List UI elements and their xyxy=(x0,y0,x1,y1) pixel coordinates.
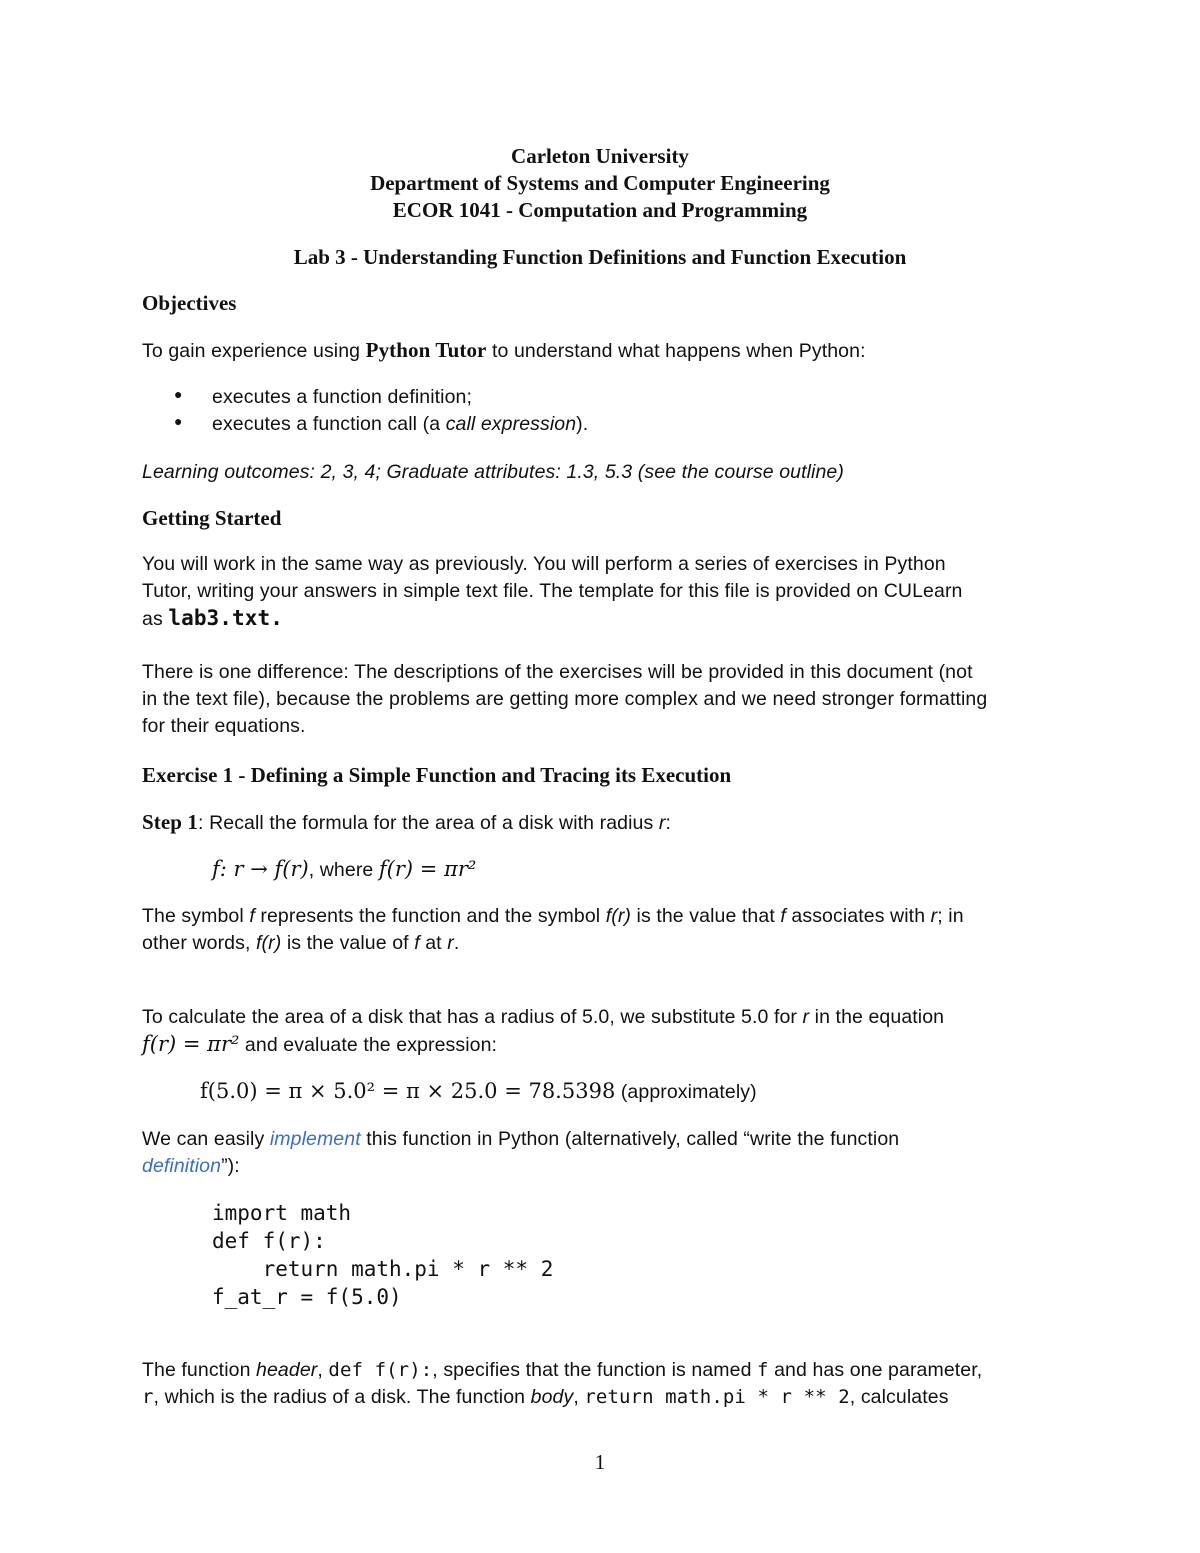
function-header-line-1: The function header, def f(r):, specifies that the function is named f and has one parameter, xyxy=(142,1359,983,1381)
implement-link[interactable]: implement xyxy=(269,1128,361,1150)
symbol-explanation-line-2: other words, f(r) is the value of f at r. xyxy=(142,932,460,954)
calculate-area-line-1: To calculate the area of a disk that has a radius of 5.0, we substitute 5.0 for r in the equation xyxy=(142,1006,945,1028)
exercise-1-heading: Exercise 1 - Defining a Simple Function and Tracing its Execution xyxy=(142,763,732,787)
definition-link[interactable]: definition xyxy=(142,1155,222,1177)
getting-started-line-1: You will work in the same way as previously. You will perform a series of exercises in Python xyxy=(142,553,946,575)
page-number: 1 xyxy=(594,1450,606,1474)
lab-title: Lab 3 - Understanding Function Definitions and Function Execution xyxy=(293,245,907,269)
function-header-line-2: r, which is the radius of a disk. The function body, return math.pi * r ** 2, calculates xyxy=(142,1386,949,1408)
lab3-filename: lab3.txt. xyxy=(168,606,284,630)
difference-line-1: There is one difference: The descriptions of the exercises will be provided in this document (not xyxy=(142,661,973,683)
calculate-area-line-2: f(r) = πr² and evaluate the expression: xyxy=(142,1032,498,1056)
objectives-heading: Objectives xyxy=(142,291,237,315)
bullet-dot-icon: ● xyxy=(174,415,183,430)
step-1-text: Step 1: Recall the formula for the area of a disk with radius r: xyxy=(142,810,671,834)
getting-started-line-3: as lab3.txt. xyxy=(142,606,284,630)
getting-started-line-2: Tutor, writing your answers in simple text file. The template for this file is provided on CULearn xyxy=(142,580,963,602)
area-evaluation: f(5.0) = π × 5.0² = π × 25.0 = 78.5398 (approximately) xyxy=(200,1079,757,1103)
difference-line-2: in the text file), because the problems are getting more complex and we need stronger formatting xyxy=(142,688,988,710)
objective-bullet-2: executes a function call (a call expression). xyxy=(212,413,589,435)
learning-outcomes: Learning outcomes: 2, 3, 4; Graduate attributes: 1.3, 5.3 (see the course outline) xyxy=(142,461,844,483)
objective-bullet-1: executes a function definition; xyxy=(212,386,473,408)
area-formula: f: r → f(r), where f(r) = πr² xyxy=(212,857,477,881)
bullet-dot-icon: ● xyxy=(174,388,183,403)
department-title: Department of Systems and Computer Engineering xyxy=(370,171,830,195)
getting-started-heading: Getting Started xyxy=(142,506,282,530)
code-line-4: f_at_r = f(5.0) xyxy=(212,1285,402,1309)
code-line-1: import math xyxy=(212,1201,352,1225)
university-title: Carleton University xyxy=(511,144,689,168)
python-tutor-term: Python Tutor xyxy=(365,338,487,362)
code-line-2: def f(r): xyxy=(212,1229,326,1253)
implement-line-2: definition”): xyxy=(142,1155,240,1177)
objectives-intro: To gain experience using Python Tutor to understand what happens when Python: xyxy=(142,338,866,362)
course-title: ECOR 1041 - Computation and Programming xyxy=(392,198,808,222)
symbol-explanation-line-1: The symbol f represents the function and the symbol f(r) is the value that f associates with r; in xyxy=(142,905,964,927)
implement-line-1: We can easily implement this function in Python (alternatively, called “write the function xyxy=(142,1128,900,1150)
code-line-3: return math.pi * r ** 2 xyxy=(212,1257,554,1281)
difference-line-3: for their equations. xyxy=(142,715,306,737)
